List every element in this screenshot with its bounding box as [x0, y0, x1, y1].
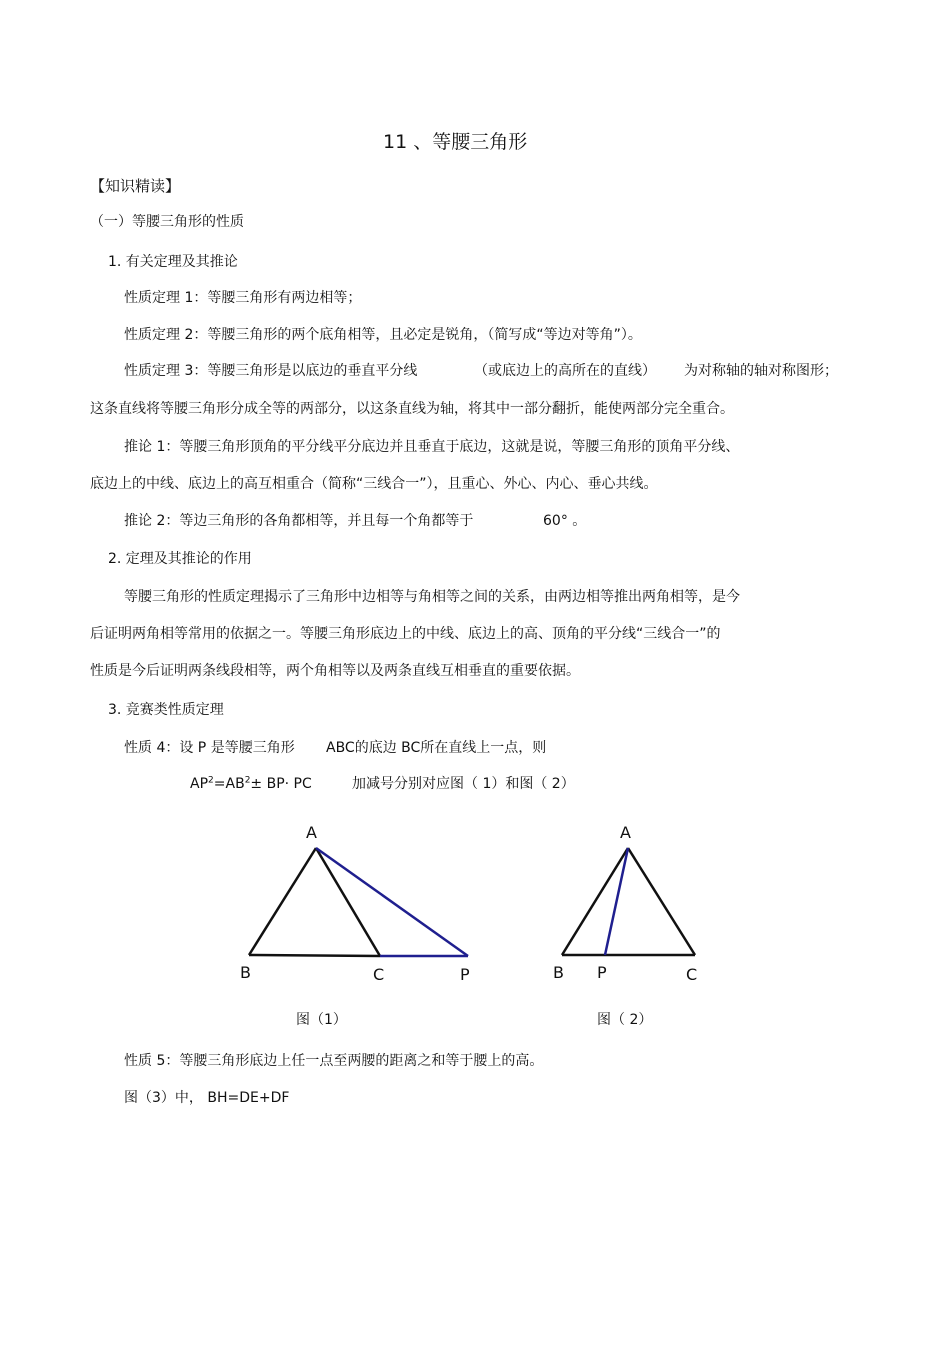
- fig1-label-c: C: [373, 965, 385, 984]
- formula-note: 加减号分别对应图（ 1）和图（ 2）: [352, 776, 575, 792]
- item-heading-3: 3. 竞赛类性质定理: [108, 702, 224, 718]
- fig1-label-p: P: [460, 965, 470, 984]
- item-heading-2: 2. 定理及其推论的作用: [108, 551, 252, 567]
- fig2-side-ab: [562, 848, 628, 955]
- formula-ab: =AB: [213, 776, 245, 792]
- section-head: 【知识精读】: [90, 177, 181, 195]
- part-heading: （一）等腰三角形的性质: [90, 214, 244, 230]
- fig2-label-c: C: [686, 965, 698, 984]
- fig1-segment-ap: [316, 848, 468, 956]
- theorem-2: 性质定理 2：等腰三角形的两个底角相等，且必定是锐角，（简写成“等边对等角”）。: [124, 327, 642, 343]
- corollary-1-line2: 底边上的中线、底边上的高互相重合（简称“三线合一”），且重心、外心、内心、垂心共线。: [90, 476, 658, 492]
- formula-rest: ± BP· PC: [250, 776, 312, 792]
- figure-1: [249, 848, 468, 956]
- page-title: 11 、等腰三角形: [383, 131, 528, 153]
- fig2-caption: 图（ 2）: [597, 1012, 653, 1028]
- role-line-2: 后证明两角相等常用的依据之一。等腰三角形底边上的中线、底边上的高、顶角的平分线“三线合一”的: [90, 626, 721, 642]
- property-4-b: ABC的底边 BC所在直线上一点，则: [326, 740, 547, 756]
- corollary-1-line1: 推论 1：等腰三角形顶角的平分线平分底边并且垂直于底边，这就是说，等腰三角形的顶角平分线、: [124, 439, 740, 455]
- formula-exp-2: 2: [244, 775, 251, 786]
- figure-2: [562, 848, 695, 955]
- theorem-1: 性质定理 1：等腰三角形有两边相等；: [124, 290, 362, 306]
- item-heading-1: 1. 有关定理及其推论: [108, 254, 238, 270]
- fig1-caption: 图（1）: [296, 1012, 347, 1028]
- property-5: 性质 5：等腰三角形底边上任一点至两腰的距离之和等于腰上的高。: [124, 1053, 544, 1069]
- fig1-label-a: A: [306, 823, 317, 842]
- formula-exp-1: 2: [208, 775, 214, 786]
- theorem-3-a: 性质定理 3：等腰三角形是以底边的垂直平分线: [124, 363, 418, 379]
- fig2-segment-ap: [605, 848, 628, 955]
- corollary-2-a: 推论 2：等边三角形的各角都相等，并且每一个角都等于: [124, 513, 474, 529]
- theorem-3-line2: 这条直线将等腰三角形分成全等的两部分，以这条直线为轴，将其中一部分翻折，能使两部分完全重合。: [90, 401, 734, 417]
- corollary-2-b: 60° 。: [543, 513, 587, 529]
- role-line-1: 等腰三角形的性质定理揭示了三角形中边相等与角相等之间的关系，由两边相等推出两角相等，是今: [124, 589, 740, 605]
- fig1-side-bc: [249, 955, 380, 956]
- fig2-side-ac: [628, 848, 695, 955]
- theorem-3-c: 为对称轴的轴对称图形；: [684, 363, 838, 379]
- role-line-3: 性质是今后证明两条线段相等，两个角相等以及两条直线互相垂直的重要依据。: [90, 663, 580, 679]
- theorem-3-b: （或底边上的高所在的直线）: [474, 363, 656, 379]
- fig1-side-ac: [316, 848, 380, 956]
- property-4-a: 性质 4：设 P 是等腰三角形: [124, 740, 295, 756]
- fig1-label-b: B: [240, 963, 251, 982]
- fig2-label-b: B: [553, 963, 564, 982]
- fig1-side-ab: [249, 848, 316, 955]
- figure-3-reference: 图（3）中， BH=DE+DF: [124, 1090, 290, 1106]
- formula-ap: AP: [190, 776, 209, 792]
- fig2-label-a: A: [620, 823, 631, 842]
- fig2-label-p: P: [597, 963, 607, 982]
